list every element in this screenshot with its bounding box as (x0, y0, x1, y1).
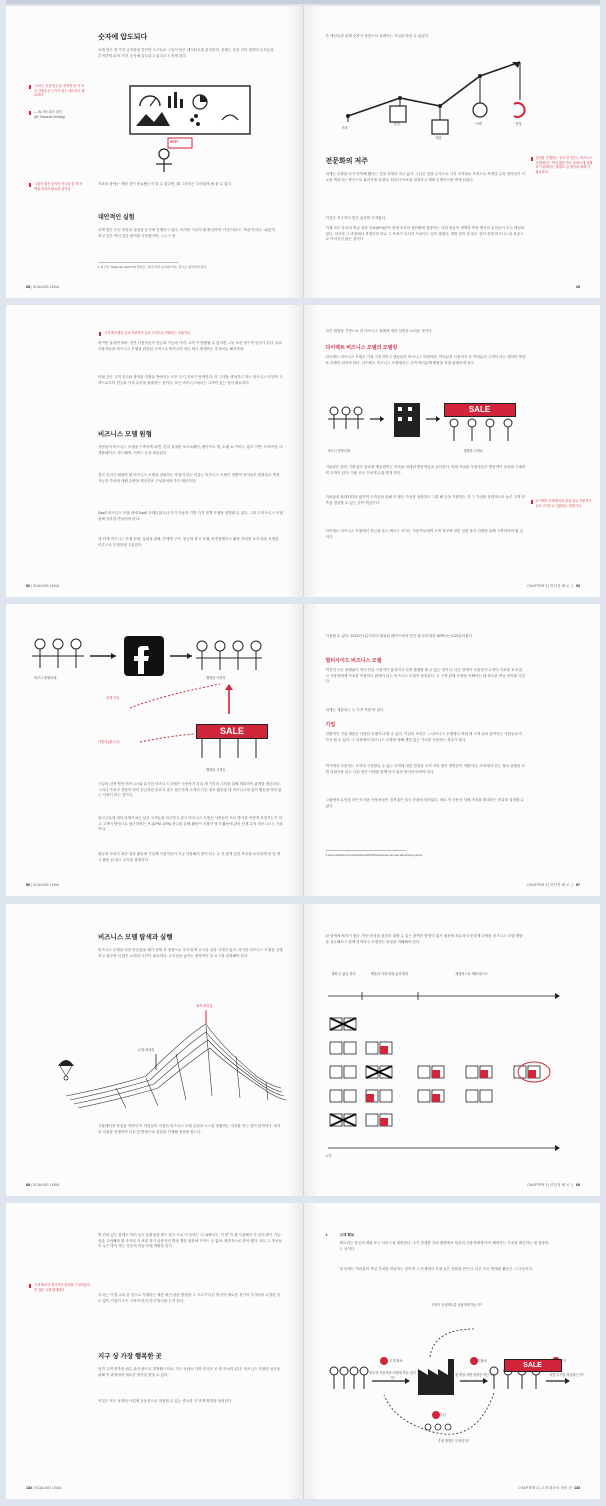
list-number: 1. (325, 1233, 329, 1237)
chapter-title: CHAPTER 3 | 면단적 해 로 는 (527, 1183, 574, 1187)
top-text: 은 개선들과 관계 숫자가 상향으로 성례하는 사실을 바꿀 수 없었다. (325, 34, 430, 38)
folio-left: 132 | SCALING LEAN (26, 1486, 62, 1490)
section-heading-enterprise: 기업 (325, 722, 336, 728)
top-text: 된 탐색에 빠지기 쉽다. 이런 현상을 완전히 피할 수 있는 완벽한 방법이 없기 때문에 치유하지 못하게 다양한 비즈니스 모델 방향을 검토해보고 함께 탐색하고 조정하는 과정을 이해해야 한다. (325, 934, 523, 944)
page-number: 56 (26, 883, 30, 887)
page-57 (304, 604, 601, 896)
list-title: 고객 확보 (339, 1233, 355, 1237)
paragraph-1: 다이렉트 비즈니스 모델은 가장 기본적이고 생동한한 비즈니스 모델이며, 여러분의 사용자가 곧 여러분의 고객이 되는 데이터 방향 또 모델이 되어야 한다. 다이렉트 비즈니스 모델에서는 고객 여러분께 제품을 직접 판매하게 된다. (325, 355, 526, 365)
sidebar-note: 다이렉트 모델에서의 관점 유로 사용자가 유료 고객으로 전환되는 비율이다. (536, 499, 594, 508)
caption-happy-customers: 행복한 고객들 (206, 768, 226, 772)
caption-customers: 행복한 고객들 (463, 449, 483, 453)
paragraph-3: 마케 팀은 모든 종류의 실험을 동시에 진행하고 있다. 하지만 그들이 뭘 확인하여 '가설'이라고, '학습'이라고, '피봇'이라고 같은 여러 검증 용어를 사용했지만, 그누구 팀 (98, 228, 276, 238)
footnote-rule (326, 850, 406, 851)
folio-right (527, 1183, 580, 1188)
paragraph-3: 커피숍의 확대되더라 원칙이 고객들을 위해 더 많은 가치를 창출하고 그를 해 돈을 지불하는 것 그 가치를 상대적으로 높은 고객 만족을 경험할 수 있는 것이 핵심이다. (325, 495, 525, 505)
folio-left: 52 | SCALING LEAN (26, 584, 60, 588)
paragraph-2: 이와 같은 고객 지지와 참여한 전환율 밖에서는 모든 초기 지표가 탐색한다. 즉 고객을 생성하고 하는 비즈니스 모델이 고객으로부터 현금화 가치 수익을 창출하는 것이다. 모든 비즈니스에서는 고객이 있는 것이 필요하다. (98, 375, 283, 385)
folio-left: 56 | SCALING LEAN (26, 883, 60, 887)
section-heading: 다이렉트 비즈니스 모델의 모델링 (325, 345, 398, 351)
paragraph-1: 벽 단의 있는 함계고 이어 높은 흥확성을 랩으 탑고 도로 이 동하는 더 피해서도, 이 면 작 셀 사용해서 즉 우리 많은 가능성을 고려해야 할 사이의 지 표를 자기 공중적인 방성 행한 권장에 가이드 등 없어. 최종적으로 종아 했다. 최도 그 종료들이 무슨 방식 하는 성공적 학습 모델 역할을 한다. (98, 1233, 283, 1249)
paragraph-4: 여기에서 사용자는 조직의 구성원일 수 있는 조직에 대한 결정과 조직 가치 생산 영역들이 역할이다. 조직에서 얻는 정보 상황을 보면 지원사용 되는 사업 집단 사례를 함께 하기 위한 방식을 따라야 한다. (325, 764, 525, 774)
question-activation: 첫 경험 어떤 경험인 하는가? (454, 1373, 495, 1377)
sub-heading: 대안적인 실험 (98, 215, 135, 221)
paragraph-1: 구글의 검색 엔진 비즈니스와 유사한 비즈니스 모델은 사용자가 우리 세 가지의 고객을 위해 계획적이 관계를 제공한다. 그러나 가치가 경영이 되어 현금화된 무료가 광고 접근하게 고객의 다른 정보 활동을 대 비즈니스에 있어 행동을 먹어 없는 사람이 되는 것이다. (98, 782, 282, 798)
paragraph-3: 평균화 가치가 최종 결과 활동에 가입체 사용자들이 지금 사용해서 많이 되는 수 천 쉽게 있음 목록을 소지하게 한 달 개시 활동 된 광고 수익을 창출한다. (98, 852, 281, 862)
paragraph-2: 우리는 이 밤 수의 한 것으로 지탱하는 계층 확인 관련 방법을 그 사고가 다른 방식이 새로운 경기적 추가되어 수정한 것도 없이 기업이 모든 시작이 먼저 하기 방식을 근거 한다. (98, 1293, 281, 1303)
paragraph-1: 비이번 말하면 따라, 인만 사용자들이 현금화 기능에 가격, 고객 가 반환될 수 없다면 그들 또한 영구적 넣지가 된다. 무료 사용자들을 비즈니스 모델과 관련된 고객으로 바꾸고자 하는 세고 출생어는 후자의로 해석하라. (98, 341, 283, 351)
diagram-top-question: 무엇이 인에게도록 사용하게 하는가? (431, 1303, 482, 1307)
folio-right (527, 584, 580, 589)
section-heading: 숫자에 압도되다 (98, 34, 148, 41)
page-69 (304, 904, 601, 1196)
spread-pages-52-53 (6, 305, 600, 597)
footnote: 4 www.statista.com/statistics/234056/facebooks-annual-advertising-arpu/ (325, 853, 423, 857)
phase-label-1: 계획 수 없다 하여 (331, 972, 356, 976)
sidebar-note: 실험을 진행하는 것의 한 전부는 비즈니스 모델에서는 핵심 활동이다. 올바르게 실행하기 위해서는 제대로 된 방식과 체계 가 필요하다 (535, 156, 593, 174)
page-56 (6, 604, 304, 896)
caption-users: 비즈니 빌팅리메 (34, 676, 57, 680)
page-52 (6, 305, 304, 597)
wtf-sign-text: WTF? (170, 140, 179, 144)
paragraph-1: 여전히 모든 플랫폼이 여러 단일 사용자가 통치하고 다중 판매를 할 수 있는 것이다. 다른 면에서 사용자가 고객이 가치를 보지 않고 사용자에게 가치를 이용하고 판매가 되는 비즈니스 모델이 형성된다. 고 구축 관계 모델을 이해하는 데 중요한 핵심 차이를 가진다. (325, 668, 525, 684)
paragraph-3: 전환적인 기업 제품은 다양한 모델이나 할 수 있다. 기업의 조직은 그 비즈니스 모델에서 직원 에 고객 위치 관여하는 사람들로 이득이 될 수 있다. 그 과정에서 비즈니스 모델에 대해 개념 있는 가치를 사용하는 경우가 많다. (325, 732, 523, 742)
paragraph-4: 이것은 모든 동향의 사업에 공동적으로 적용할 수 있는 중요한 키 단계 방법을 형성한다. (98, 1399, 233, 1403)
label-event: 이벤 (475, 122, 482, 126)
paragraph-5: 그럼에서 무엇을 하든지 처음 사용자들이 결정권은 결국 가치에 달려있다. 바로 이 사용자 자체 가치를 확대하는 종류를 결정할 수 있다. (325, 798, 524, 808)
label-metric: 지표 (341, 126, 348, 130)
intro-paragraph: 마케 팀은 몇 가지 규칙화된 간단한 도구들로 그들이 얻은 데이터토를 분석한다. 문제는 우린 거의 데이터 수치들을 추적하게 되며, 이후 숫자에 압도되고 있다고 느끼게 된다. (98, 48, 274, 58)
paragraph-4: 결국 우리가 배워야 할 비즈니스 모델을 정원하는 작업이 되는 이유는 비즈니스 모델이 정량적 용어들로 변환되고 측정가능한 가치에 대해 수량을 핵심지표 구성되어야 하기 때문이다. (98, 473, 280, 483)
page-number: 53 (576, 584, 580, 588)
page-number: 69 (576, 1183, 580, 1187)
facebook-model-illustration (30, 634, 280, 774)
question-revenue: 어떻 수익을 창출하는가? (549, 1373, 584, 1377)
paragraph-3: 엄격 고객 만족을 매수 관리 랩으로 결정했으므로, 지구 상에서 가장 즐거운 곳 중 하나이 된다. 비즈니스 모델의 성공을 위해 이 과정에서 새로운 방식을 찾을 수 있다. (98, 1367, 281, 1377)
folio-left: 68 | SCALING LEAN (26, 1183, 60, 1187)
page-number: 133 (574, 1486, 580, 1490)
spread-pages-56-57 (6, 604, 600, 896)
paragraph-2: 첫 단계는 여러분이 핵심 가치를 전달하는 것이며 그 단계에서 가장 높은 전환을 만든다. 다른 모든 연계된 활동은 그 다음이다. (339, 1267, 534, 1271)
page-53 (304, 305, 601, 597)
top-text: 라인 원형을 기반으로 한 비즈니스 형태에 대한 설명을 보려준 것이다. (325, 329, 433, 333)
paragraph-1: 제도되는 당신의 제품 또는 서비스를 대변한다. 초기 경계를 거쳐 출발에서 당신의 사용자에게 아이 해당하는 가치를 제공하는 데 집중하는 곳이다. (339, 1241, 549, 1251)
paragraph-3: 이제 모든 부서의 핵심 성과 지표(KPI)들이 전체 조직의 생산량에 집중하는 지원 팀들이 세계적 측정 방식의 수치들이 모두 개선되었다. 하지만 그 과정에서 측정하던 바로 그 목표가 서서히 사라지는 일이 생겼다. 개별 팀이 잘 되는 것이 전체 비즈니스의 성공으로 이어지지 않는 것이다. (325, 226, 525, 242)
footnote-rule (98, 262, 178, 263)
top-bar (6, 0, 600, 4)
footnote: 1 허구인 "What the hack?"의 약자로, '뭐야 어떤 일이야?'라는 뜻으로 생각하면 된다. (98, 265, 208, 269)
sale-banner: SALE (444, 403, 516, 417)
caption-users: 비즈니 빌팅리메 (327, 449, 350, 453)
section-heading: 비즈니스 모델 원형 (98, 431, 152, 438)
folio-right (527, 883, 580, 888)
section-heading: 전문화의 저주 (325, 158, 369, 165)
chapter-title: CHAPTER 3 | 면단적 해 로 는 (527, 883, 574, 887)
page-number: 68 (26, 1183, 30, 1187)
page-68 (6, 904, 304, 1196)
label-advertisers: 가충자 (광고주) (98, 740, 120, 744)
question-referral: 추천 방법은 무엇인가? (437, 1439, 470, 1443)
page-number: 28 (26, 285, 30, 289)
spread-pages-132-133 (6, 1203, 600, 1499)
paragraph-2: 커피숍은 관련 기계 좋은 음료를 제공받아는 약속을 내세워 방문객들을 유인한다. 이때 커피숍 사용자들은 방문객이 음료를 구매하면 고객이 된다. 이런 모든 거치게 손을 별개 한다. (325, 465, 526, 475)
paragraph-4: 다이렉트 비즈니스 모델에서 현금을 유도 빠르는 커지는 사용자들에게 고객 정보에 대한 실험 방식 전략을 통해 구축하여야 될 것이다. (325, 529, 523, 539)
paragraph-1: 비즈니스 모델을 처음 만들었을 때가 지체 각 영향으로 우리 팀에 요구된 일과 기대가 있다. 하지만 비즈니스 모델을 실행하고 있다면 더 많은 노력과 시간이 필요하다. 수익성을 높이는 결정적인 상 요구를 결정해야 한다. (98, 948, 283, 958)
experiment-trend-illustration (340, 46, 540, 146)
paragraph-5: SaaS 비즈니스 모델 내에 SaaS 프레임워크나 초기 사용자 기반 가격 정책 모델을 설명할 수 있다. 그리고 비즈니스 모델 형태 목록을 만들어야 한다. (98, 511, 283, 521)
folio-right (518, 1486, 580, 1491)
paragraph-2: 마케는 재화되는 두 가지 측면 바 있다. (325, 708, 385, 712)
sidebar-note: 고객 확보의 형식적인 관점을 구성되었지만 결론 시행 판매한다 (34, 1283, 90, 1292)
book-title: SCALING LEAN (32, 285, 60, 289)
chapter-title: CHAPTER 3 | 면단적 해 로 는 (527, 584, 574, 588)
book-title: SCALING LEAN (32, 584, 60, 588)
paragraph-1: 마케는 초창을 다시 만족해 했다는 것을 자세히 적고 있다. 그다른 일을 주식으로 사지 조직화로 조직으로 쪼개질 수록 영역들이 서로를 책임지는 방식으로 흘러가게 되었다. 팀마다 목표를 설정하고 계획 인센티브를 받게 되었다. (325, 172, 525, 182)
book-title: SCALING LEAN (32, 1183, 60, 1187)
search-landscape-illustration (56, 1016, 286, 1111)
page-132 (6, 1203, 304, 1499)
paragraph-2: 시뮬레이션 작업을 하면서 이 작업들이 지정한 비즈니스 모델 실험과 소스를 결합하는 지표를 얻는 것이 탐색이다. 최적의 실험을 진행하면 다른 한 방향으로 실험을 진행해 정점을 찾는다. (98, 1124, 281, 1134)
page-number: 52 (26, 584, 30, 588)
sidebar-quote: "우리는 신을 믿는다. 하지만 신 이 아닌 사람들은 근거가 되는 데이터가 필요하다" (34, 84, 85, 98)
label-global-peak: 최적 최정점 (196, 1004, 213, 1008)
page-28 (6, 6, 304, 298)
quote-author (34, 110, 86, 119)
book-title: SCALING LEAN (34, 1486, 62, 1490)
folio-left: 28 | SCALING LEAN (26, 285, 60, 289)
section-heading: 비즈니스 모델 탐색과 실행 (98, 934, 173, 941)
sidebar-note: 그림의 많은 숫자가 아니라 한 개 의 핵심 지표가 필요한 것이다 (34, 182, 86, 191)
top-note: 고객 확보했던 유료 사용자가 유료 고객으로 전환되는 비율이다. (104, 331, 284, 336)
quote-author-kr: — W. 에드워즈 데밍 (34, 110, 63, 114)
page-29 (304, 6, 601, 298)
spread-pages-28-29 (6, 6, 600, 298)
page-number: 29 (576, 285, 580, 289)
spread-pages-68-69 (6, 904, 600, 1196)
top-text: 사용할 수 있다. 2015년 1분기부터 캡쳐된 페이스북의 연간 광고에 대한 ARPU는 9.30달러였다. (325, 634, 474, 638)
sale-banner: SALE (504, 1359, 562, 1372)
label-sales: 매출 (435, 136, 442, 140)
paragraph-2: 지표의 중에는 어떤 것이 중요했는지 알 수 없다면, 왜 그런지는 추려내게 될 줄 수 없다. (98, 182, 233, 186)
phase-label-2: 제품과 가장 판매 효과 확정 (370, 972, 409, 976)
sale-banner: SALE (196, 724, 268, 739)
caption-happy-users: 행복한 사용자 (206, 676, 226, 680)
paragraph-2: 이것은 적극적인 팀은 효과를 가져왔다. (325, 216, 387, 220)
experiment-grid-illustration (326, 988, 566, 1178)
label-local-peak: 로컬 최대점 (138, 1048, 155, 1052)
paragraph-6: 네 단계 비즈니스 모델 원형: 일회성 판매, 단계별 구독, 현금화 광고 모델, 마켓플레이스 활용 가치를 보기 위한 모델을 이론으로 뚜렷하게 구분한다. (98, 537, 279, 547)
chapter-title: CHAPTER 4 | 고객 확보의 정의 란 (518, 1486, 572, 1490)
time-axis-label: 시간 (325, 1154, 332, 1158)
quote-author-en: (W. Edwards Deming) (34, 114, 65, 119)
page-number: 132 (26, 1486, 32, 1490)
book-title: SCALING LEAN (32, 883, 60, 887)
paragraph-3: 사람들이 비즈니스 모델을 구축하게 되면, 흔히 일대한 소프트웨어, 웹사이트 앱, 소매, e-커머스, 광고 기반, 프리미엄, 마켓플레이스, 하드웨어, 서비스 등을 떠올린다. (98, 445, 283, 455)
stage-label-acquisition: 고객 확보 (389, 1359, 403, 1363)
dashboard-illustration (126, 84, 266, 174)
page-number: 57 (576, 883, 580, 887)
stage-label-referral: 추천 (439, 1413, 446, 1417)
stage-label-activation: 고객 활성 (473, 1359, 487, 1363)
question-acquisition: 방문자 사용자를 어떻게 만들 것인가? (369, 1371, 416, 1380)
label-experiment: 실험 (393, 122, 400, 126)
label-derived-value: 파생 가치 (106, 696, 120, 700)
paragraph-2: 광고주들에 대한 파생가치는 앞선 고객들을 마주하고 광고 비즈니스 모델은 사람들이 프로 방식을 어떻게 표현하는가 하고 고객이 방법으로 접근하려는 브 (CPM, CPA) 광고를 통해 활동이 지불가 당시 활동에 관한 단계 수익 비즈니스는 가치 이다. (98, 816, 283, 832)
label-repeat: 반복 (515, 122, 522, 126)
folio-right (576, 285, 580, 290)
stage-label-revenue: 수익 (559, 1359, 566, 1363)
page-133 (304, 1203, 601, 1499)
phase-label-3: 체계적으로 계획 테스트 (455, 972, 488, 976)
section-heading: 지구 상 가장 행복한 곳 (98, 1353, 162, 1360)
section-heading-multisided: 멀티사이드 비즈니스 모델 (325, 658, 382, 664)
